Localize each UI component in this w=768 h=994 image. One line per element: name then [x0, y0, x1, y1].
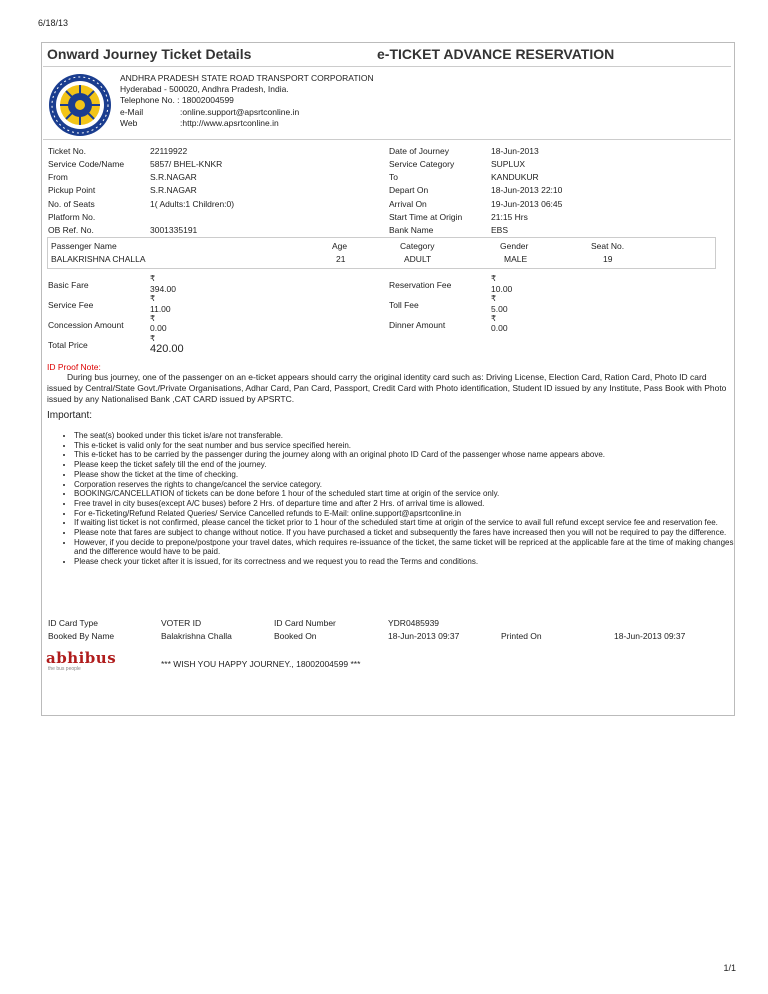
- seats-label: No. of Seats: [48, 199, 95, 209]
- depart-on-value: 18-Jun-2013 22:10: [491, 185, 563, 195]
- list-item: • Please check your ticket after it is issued, for its correctness and we request you to read the Terms and conditions.: [74, 557, 744, 567]
- toll-fee-label: Toll Fee: [389, 300, 419, 310]
- concession-value: 0.00: [150, 323, 167, 333]
- category-header: Category: [400, 241, 435, 251]
- total-price-label: Total Price: [48, 340, 88, 350]
- print-date: 6/18/13: [38, 18, 69, 28]
- depart-on-label: Depart On: [389, 185, 429, 195]
- web-label: Web: [120, 117, 138, 128]
- service-category-label: Service Category: [389, 159, 455, 169]
- id-card-number-label: ID Card Number: [274, 618, 336, 628]
- dinner-amount-value: 0.00: [491, 323, 508, 333]
- title-divider: [43, 66, 731, 67]
- from-value: S.R.NAGAR: [150, 172, 197, 182]
- list-item: • Corporation reserves the rights to change/cancel the service category.: [74, 480, 744, 490]
- date-of-journey-value: 18-Jun-2013: [491, 146, 539, 156]
- toll-fee-value: 5.00: [491, 304, 508, 314]
- id-card-type-label: ID Card Type: [48, 618, 98, 628]
- rupee-icon: ₹: [150, 274, 156, 283]
- service-fee-label: Service Fee: [48, 300, 94, 310]
- arrival-on-label: Arrival On: [389, 199, 427, 209]
- age-value: 21: [336, 254, 346, 264]
- ticket-no-value: 22119922: [150, 146, 188, 156]
- ticket-no-label: Ticket No.: [48, 146, 86, 156]
- passenger-name-header: Passenger Name: [51, 241, 117, 251]
- date-of-journey-label: Date of Journey: [389, 146, 450, 156]
- happy-journey-message: *** WISH YOU HAPPY JOURNEY., 18002004599 ***: [161, 659, 361, 669]
- rupee-icon: ₹: [150, 314, 156, 323]
- id-proof-paragraph: During bus journey, one of the passenger on an e-ticket appears should carry the original identity card such as: Driving License, Election Card, Ration Card, Photo ID card issued by Central/State Govt./Private Organisations, Adhar Card, Pan Card, Passport, Credit Card with Photo identification, Student ID issued by any Institute, Pass Book with Photo issued by any Nationalised Bank ,CAT CARD issued by APSRTC.: [47, 372, 727, 404]
- booked-on-label: Booked On: [274, 631, 317, 641]
- corporation-phone: Telephone No. : 18002004599: [120, 95, 234, 106]
- booked-by-value: Balakrishna Challa: [161, 631, 232, 641]
- eticket-title: e-TICKET ADVANCE RESERVATION: [377, 46, 615, 62]
- id-proof-text: [47, 372, 727, 405]
- basic-fare-value: 394.00: [150, 284, 176, 294]
- email-label: e-Mail: [120, 106, 144, 117]
- list-item: • Please show the ticket at the time of checking.: [74, 470, 744, 480]
- corporation-details: [120, 73, 374, 129]
- bank-name-value: EBS: [491, 225, 509, 235]
- corporation-name: ANDHRA PRADESH STATE ROAD TRANSPORT CORPORATION: [120, 73, 374, 83]
- booked-on-value: 18-Jun-2013 09:37: [388, 631, 460, 641]
- web-value: :http://www.apsrtconline.in: [180, 117, 279, 128]
- list-item: • BOOKING/CANCELLATION of tickets can be done before 1 hour of the scheduled start time at origin of the service only.: [74, 489, 744, 499]
- gender-header: Gender: [500, 241, 529, 251]
- basic-fare-label: Basic Fare: [48, 280, 89, 290]
- ob-ref-value: 3001335191: [150, 225, 198, 235]
- pickup-point-label: Pickup Point: [48, 185, 96, 195]
- apsrtc-seal-logo: [48, 73, 112, 137]
- id-card-type-value: VOTER ID: [161, 618, 202, 628]
- passenger-name-value: BALAKRISHNA CHALLA: [51, 254, 146, 264]
- list-item: • Please note that fares are subject to change without notice. If you have purchased a ticket and subsequently the fares have increased then you will not be required to pay the difference.: [74, 528, 744, 538]
- bank-name-label: Bank Name: [389, 225, 434, 235]
- age-header: Age: [332, 241, 348, 251]
- important-notes-list: [60, 431, 744, 567]
- page-number: 1/1: [723, 963, 736, 973]
- arrival-on-value: 19-Jun-2013 06:45: [491, 199, 563, 209]
- pickup-point-value: S.R.NAGAR: [150, 185, 197, 195]
- concession-label: Concession Amount: [48, 320, 124, 330]
- abhibus-logo: [46, 650, 116, 672]
- seats-value: 1( Adults:1 Children:0): [150, 199, 235, 209]
- list-item: • Please keep the ticket safely till the end of the journey.: [74, 460, 744, 470]
- to-label: To: [389, 172, 398, 182]
- email-value: :online.support@apsrtconline.in: [180, 106, 300, 117]
- from-label: From: [48, 172, 68, 182]
- id-proof-heading: ID Proof Note:: [47, 362, 101, 372]
- abhibus-wordmark: abhibus: [46, 649, 117, 667]
- list-item: • The seat(s) booked under this ticket is/are not transferable.: [74, 431, 744, 441]
- printed-on-label: Printed On: [501, 631, 542, 641]
- service-code-value: 5857/ BHEL-KNKR: [150, 159, 223, 169]
- list-item: • This e-ticket is valid only for the seat number and bus service specified herein.: [74, 441, 744, 451]
- gender-value: MALE: [504, 254, 528, 264]
- to-value: KANDUKUR: [491, 172, 539, 182]
- rupee-icon: ₹: [491, 314, 497, 323]
- list-item: • However, if you decide to prepone/postpone your travel dates, which requires re-issuance of the ticket, the same ticket will be repriced at the applicable fare at the time of making changes and the difference would have to be paid.: [74, 538, 744, 557]
- platform-label: Platform No.: [48, 212, 96, 222]
- header-divider: [43, 139, 731, 140]
- id-card-number-value: YDR0485939: [388, 618, 440, 628]
- onward-journey-title: Onward Journey Ticket Details: [47, 46, 252, 62]
- seat-no-header: Seat No.: [591, 241, 625, 251]
- rupee-icon: ₹: [150, 334, 156, 343]
- list-item: • For e-Ticketing/Refund Related Queries/ Service Cancelled refunds to E-Mail: online.support@apsrtconline.in: [74, 509, 744, 519]
- service-code-label: Service Code/Name: [48, 159, 125, 169]
- printed-on-value: 18-Jun-2013 09:37: [614, 631, 686, 641]
- rupee-icon: ₹: [150, 294, 156, 303]
- list-item: • This e-ticket has to be carried by the passenger during the journey along with an original photo ID Card of the passenger whose name appears above.: [74, 450, 744, 460]
- category-value: ADULT: [404, 254, 432, 264]
- start-time-label: Start Time at Origin: [389, 212, 463, 222]
- corporation-address: Hyderabad - 500020, Andhra Pradesh, India.: [120, 84, 289, 95]
- start-time-value: 21:15 Hrs: [491, 212, 528, 222]
- important-heading: Important:: [47, 410, 93, 421]
- seat-no-value: 19: [603, 254, 613, 264]
- list-item: • Free travel in city buses(except A/C buses) before 2 Hrs. of departure time and after 2 Hrs. of arrival time is allowed.: [74, 499, 744, 509]
- rupee-icon: ₹: [491, 294, 497, 303]
- booked-by-label: Booked By Name: [48, 631, 115, 641]
- abhibus-tagline: the bus people: [48, 666, 81, 672]
- reservation-fee-label: Reservation Fee: [389, 280, 452, 290]
- ob-ref-label: OB Ref. No.: [48, 225, 94, 235]
- dinner-amount-label: Dinner Amount: [389, 320, 446, 330]
- total-price-value: 420.00: [150, 343, 184, 355]
- reservation-fee-value: 10.00: [491, 284, 513, 294]
- service-fee-value: 11.00: [150, 304, 171, 314]
- rupee-icon: ₹: [491, 274, 497, 283]
- service-category-value: SUPLUX: [491, 159, 526, 169]
- list-item: • If waiting list ticket is not confirmed, please cancel the ticket prior to 1 hour of the scheduled start time at origin of the service to avail full refund except service fee and reservation fee.: [74, 518, 744, 528]
